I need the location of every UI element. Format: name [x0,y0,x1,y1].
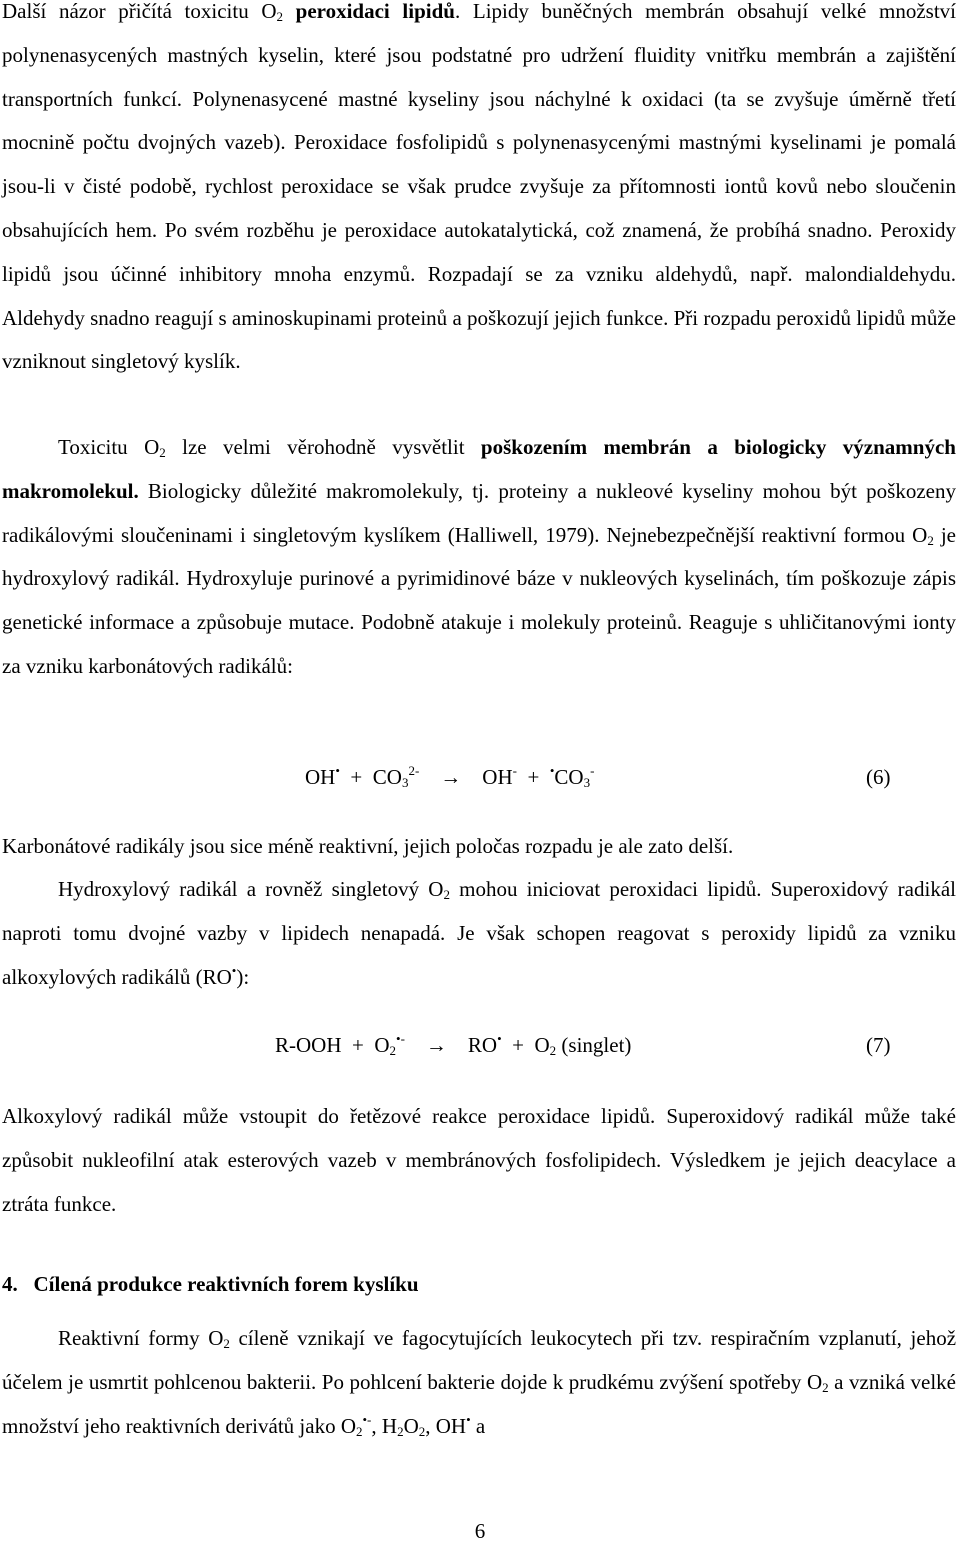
subscript: 2 [418,1423,426,1439]
text-span: Další názor přičítá toxicitu O [2,0,277,23]
subscript: 2 [443,887,450,902]
paragraph-hydroxyl-radical [2,868,956,999]
text-span: mohou iniciovat peroxidaci lipidů. Superoxidový radikál naproti tomu dvojné vazby v lipidech nenapadá. Je však schopen reagovat s peroxidy lipidů za vzniku alkoxylových radikálů (RO [2,877,956,989]
bold-term: peroxidaci lipidů [283,0,455,23]
paragraph-alkoxyl-radical [2,1095,956,1226]
text-span: ): [236,964,250,989]
equation-number: (7) [866,1033,891,1057]
text-span: cíleně vznikají ve fagocytujících leukocytech při tzv. respiračním vzplanutí, jehož účelem je usmrtit pohlcenou bakterii. Po pohlcení bakterie dojde k prudkému zvýšení spotřeby O [2,1326,957,1394]
paragraph-membrane-damage [2,426,956,689]
subscript: 2 [223,1336,230,1351]
equation-7: $R-OOH + O_2^{•-}$ → $RO^• + O_2$ (singlet) [275,1031,632,1058]
text-span: Karbonátové radikály jsou sice méně reaktivní, jejich poločas rozpadu je ale zato delší. [2,834,734,858]
superscript: • [466,1411,471,1427]
text-span: , H [371,1413,398,1438]
paragraph-carbonate-radicals [2,825,956,869]
subscript: 2 [397,1423,404,1439]
text-span: , OH [425,1413,467,1438]
text-span: . Lipidy buněčných membrán obsahují velké množství polynenasycených mastných kyselin, které jsou podstatné pro udržení fluidity vnitřku membrán a zajištění transportních funkcí. Polynenasycené mastné kyseliny jsou náchylné k oxidaci (ta se zvyšuje úměrně třetí mocnině počtu dvojných vazeb). Peroxidace fosfolipidů s polynenasycenými mastnými kyselinami je pomalá jsou-li v čisté podobě, rychlost peroxidace se však prudce zvyšuje za přítomnosti iontů kovů nebo sloučenin obsahujících hem. Po svém rozběhu je peroxidace autokatalytická, což znamená, že probíhá snadno. Peroxidy lipidů jsou účinné inhibitory mnoha enzymů. Rozpadají se za vzniku aldehydů, např. malondialdehydu. Aldehydy snadno reagují s aminoskupinami proteinů a poškozují jejich funkce. Při rozpadu peroxidů lipidů může vzniknout singletový kyslík. [2,0,956,374]
paragraph-lipid-peroxidation [2,0,956,384]
subscript: 2 [927,532,934,548]
text-span: Hydroxylový radikál a rovněž singletový O [58,877,444,901]
section-number: 4. [2,1272,18,1296]
text-span: Reaktivní formy O [58,1326,224,1350]
page-number: 6 [474,1519,486,1543]
bold-term: poškozením membrán a biologicky významných makromolekul. [2,435,956,503]
text-span: O [403,1413,419,1438]
subscript: 2 [356,1423,363,1439]
subscript: 2 [276,9,284,24]
text-span: Biologicky důležité makromolekuly, tj. proteiny a nukleové kyseliny mohou být poškozeny radikálovými sloučeninami i singletovým kyslíkem (Halliwell, 1979). Nejnebezpečnější reaktivní formou O [2,478,956,547]
equation-number: (6) [866,765,891,789]
section-heading [2,1272,419,1297]
text-span: Alkoxylový radikál může vstoupit do řetězové reakce peroxidace lipidů. Superoxidový radikál může také způsobit nukleofilní atak esterových vazeb v membránových fosfolipidech. Výsledkem je jejich deacylace a ztráta funkce. [2,1104,956,1216]
text-span: a [470,1413,486,1438]
subscript: 2 [822,1379,829,1395]
text-span: Toxicitu O [58,435,160,459]
text-span: a vzniká velké množství jeho reaktivních derivátů jako O [2,1369,956,1438]
subscript: 2 [159,445,166,460]
superscript: •- [362,1411,372,1427]
text-span: je hydroxylový radikál. Hydroxyluje purinové a pyrimidinové báze v nukleových kyselinách, tím poškozuje zápis genetické informace a způsobuje mutace. Podobně atakuje i molekuly proteinů. Reaguje s uhličitanovými ionty za vzniku karbonátových radikálů: [2,522,957,678]
superscript: • [231,962,237,978]
text-span: lze velmi věrohodně vysvětlit [165,435,481,459]
section-title: Cílená produkce reaktivních forem kyslíku [33,1272,419,1296]
paragraph-targeted-production [2,1317,956,1448]
equation-6: $OH^• + CO_3^{2-}$ → $OH^- + ^•CO_3^-$ [305,763,595,790]
